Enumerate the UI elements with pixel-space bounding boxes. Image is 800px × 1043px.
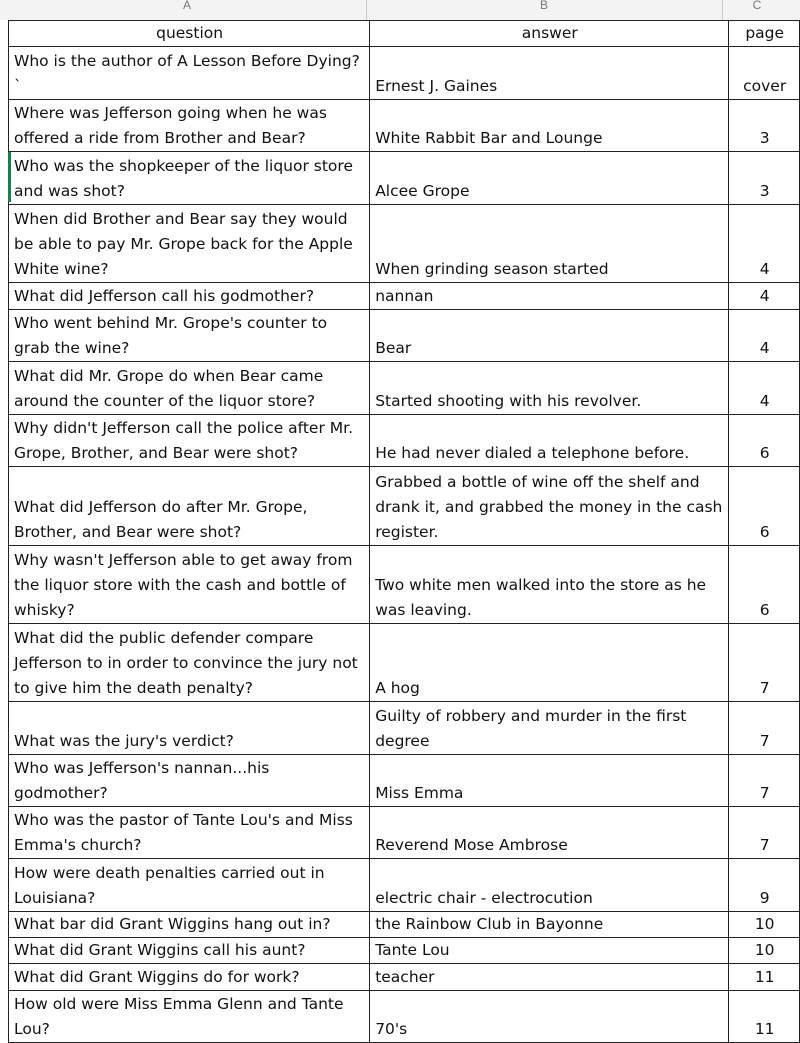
table-row (9, 46, 800, 99)
answer-cell[interactable]: electric chair - electrocution (370, 858, 729, 911)
table-row (9, 282, 800, 309)
header-row (9, 21, 800, 47)
column-header-bar (0, 0, 800, 21)
cell-selection-indicator (8, 152, 11, 202)
column-letter-c[interactable]: C (752, 0, 762, 12)
page-cell[interactable]: 7 (729, 754, 800, 806)
header-cell-answer[interactable]: answer (370, 21, 729, 47)
question-cell[interactable]: When did Brother and Bear say they would be able to pay Mr. Grope back for the Apple White wine? (9, 204, 370, 282)
question-cell[interactable]: Who was Jefferson's nannan...his godmother? (9, 754, 370, 806)
table-row (9, 990, 800, 1042)
question-cell[interactable]: What was the jury's verdict? (9, 701, 370, 754)
answer-cell[interactable]: Started shooting with his revolver. (370, 361, 729, 414)
column-letter-a[interactable]: A (182, 0, 191, 12)
header-cell-page[interactable]: page (729, 21, 800, 47)
question-cell[interactable]: How old were Miss Emma Glenn and Tante Lou? (9, 990, 370, 1042)
table-row (9, 858, 800, 911)
page-cell[interactable]: 4 (729, 309, 800, 361)
page-cell[interactable]: 10 (729, 937, 800, 963)
page-cell[interactable]: 10 (729, 911, 800, 937)
table-row (9, 937, 800, 963)
row-header-strip (0, 20, 8, 1040)
question-cell[interactable]: How were death penalties carried out in Louisiana? (9, 858, 370, 911)
page-cell[interactable]: 9 (729, 858, 800, 911)
question-cell[interactable]: What did the public defender compare Jefferson to in order to convince the jury not to give him the death penalty? (9, 623, 370, 701)
page-cell[interactable]: 3 (729, 99, 800, 151)
page-cell[interactable]: 11 (729, 963, 800, 990)
question-cell[interactable]: Who was the shopkeeper of the liquor store and was shot? (9, 151, 370, 204)
question-cell[interactable]: What did Jefferson call his godmother? (9, 282, 370, 309)
answer-cell[interactable]: Tante Lou (370, 937, 729, 963)
page-cell[interactable]: 4 (729, 204, 800, 282)
answer-cell[interactable]: Miss Emma (370, 754, 729, 806)
answer-cell[interactable]: Reverend Mose Ambrose (370, 806, 729, 858)
answer-cell[interactable]: Ernest J. Gaines (370, 46, 729, 99)
question-cell[interactable]: What did Grant Wiggins call his aunt? (9, 937, 370, 963)
answer-cell[interactable]: White Rabbit Bar and Lounge (370, 99, 729, 151)
table-row (9, 309, 800, 361)
table-row (9, 623, 800, 701)
answer-cell[interactable]: Two white men walked into the store as he was leaving. (370, 545, 729, 623)
page-cell[interactable]: 4 (729, 361, 800, 414)
answer-cell[interactable]: Alcee Grope (370, 151, 729, 204)
answer-cell[interactable]: Bear (370, 309, 729, 361)
page-cell[interactable]: 7 (729, 623, 800, 701)
page-cell[interactable]: 6 (729, 414, 800, 466)
question-cell[interactable]: Why wasn't Jefferson able to get away from the liquor store with the cash and bottle of whisky? (9, 545, 370, 623)
question-cell[interactable]: Who was the pastor of Tante Lou's and Miss Emma's church? (9, 806, 370, 858)
table-row (9, 963, 800, 990)
answer-cell[interactable]: Grabbed a bottle of wine off the shelf and drank it, and grabbed the money in the cash register. (370, 466, 729, 545)
question-cell[interactable]: What did Jefferson do after Mr. Grope, Brother, and Bear were shot? (9, 466, 370, 545)
question-cell[interactable]: What did Grant Wiggins do for work? (9, 963, 370, 990)
table-row (9, 806, 800, 858)
page-cell[interactable]: 7 (729, 806, 800, 858)
page-cell[interactable]: 3 (729, 151, 800, 204)
answer-cell[interactable]: the Rainbow Club in Bayonne (370, 911, 729, 937)
question-cell[interactable]: Who went behind Mr. Grope's counter to grab the wine? (9, 309, 370, 361)
page-cell[interactable]: 7 (729, 701, 800, 754)
question-cell[interactable]: What bar did Grant Wiggins hang out in? (9, 911, 370, 937)
table-row (9, 701, 800, 754)
answer-cell[interactable]: nannan (370, 282, 729, 309)
question-cell[interactable]: Where was Jefferson going when he was offered a ride from Brother and Bear? (9, 99, 370, 151)
table-row (9, 545, 800, 623)
table-row (9, 99, 800, 151)
table-row (9, 911, 800, 937)
table-row (9, 466, 800, 545)
question-cell[interactable]: What did Mr. Grope do when Bear came around the counter of the liquor store? (9, 361, 370, 414)
answer-cell[interactable]: 70's (370, 990, 729, 1042)
page-cell[interactable]: 11 (729, 990, 800, 1042)
answer-cell[interactable]: A hog (370, 623, 729, 701)
table-row (9, 754, 800, 806)
table-row (9, 204, 800, 282)
question-cell[interactable]: Who is the author of A Lesson Before Dying?` (9, 46, 370, 99)
table-row (9, 414, 800, 466)
table-row (9, 151, 800, 204)
question-cell[interactable]: Why didn't Jefferson call the police after Mr. Grope, Brother, and Bear were shot? (9, 414, 370, 466)
page-cell[interactable]: 6 (729, 466, 800, 545)
answer-cell[interactable]: teacher (370, 963, 729, 990)
page-cell[interactable]: 4 (729, 282, 800, 309)
header-cell-question[interactable]: question (9, 21, 370, 47)
answer-cell[interactable]: When grinding season started (370, 204, 729, 282)
page-cell[interactable]: cover (729, 46, 800, 99)
page-cell[interactable]: 6 (729, 545, 800, 623)
answer-cell[interactable]: He had never dialed a telephone before. (370, 414, 729, 466)
column-letter-b[interactable]: B (539, 0, 548, 12)
answer-cell[interactable]: Guilty of robbery and murder in the first degree (370, 701, 729, 754)
spreadsheet-grid (8, 20, 800, 1043)
table-row (9, 361, 800, 414)
